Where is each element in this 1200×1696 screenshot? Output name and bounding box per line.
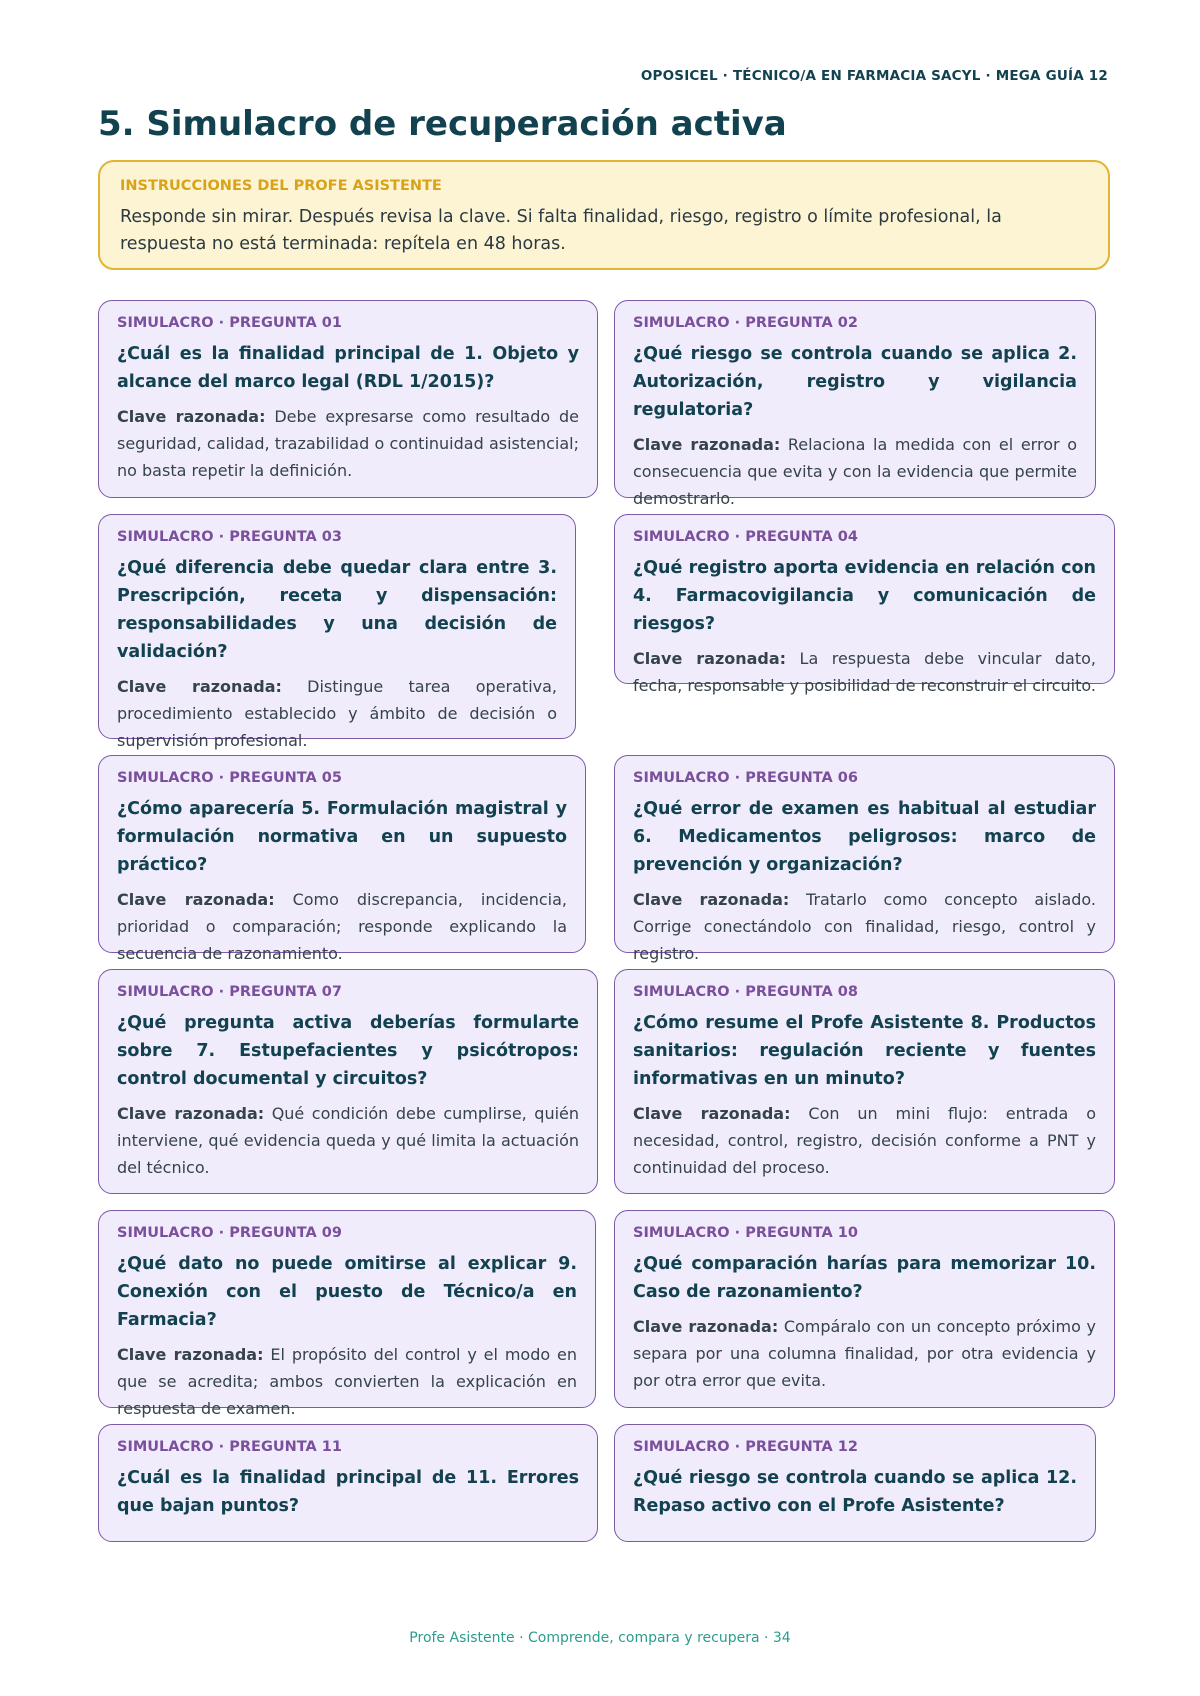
key-answer: La respuesta debe vincular dato, fecha, responsable y posibilidad de reconstruir el circuito. <box>633 649 1096 695</box>
card-label: SIMULACRO · PREGUNTA 03 <box>117 529 342 545</box>
card-key <box>633 886 1096 967</box>
card-label: SIMULACRO · PREGUNTA 12 <box>633 1439 858 1455</box>
card-key <box>117 886 567 967</box>
instructions-body: Responde sin mirar. Después revisa la clave. Si falta finalidad, riesgo, registro o límite profesional, la respuesta no está terminada: repítela en 48 horas. <box>120 207 1002 254</box>
key-answer: Relaciona la medida con el error o consecuencia que evita y con la evidencia que permite demostrarlo. <box>633 435 1077 508</box>
card-label: SIMULACRO · PREGUNTA 09 <box>117 1225 342 1241</box>
question-card-08 <box>614 969 1115 1194</box>
key-answer: Como discrepancia, incidencia, prioridad o comparación; responde explicando la secuencia de razonamiento. <box>117 890 567 963</box>
question-card-10 <box>614 1210 1115 1408</box>
question-card-02 <box>614 300 1096 508</box>
card-key <box>633 1100 1096 1181</box>
card-label: SIMULACRO · PREGUNTA 06 <box>633 770 858 786</box>
key-label: Clave razonada: <box>117 677 282 696</box>
page-footer: Profe Asistente · Comprende, compara y recupera · 34 <box>409 1630 791 1646</box>
card-question: ¿Cuál es la finalidad principal de 11. Errores que bajan puntos? <box>117 1468 579 1516</box>
key-label: Clave razonada: <box>117 1345 264 1364</box>
key-answer: Debe expresarse como resultado de seguridad, calidad, trazabilidad o continuidad asistencial; no basta repetir la definición. <box>117 407 580 480</box>
card-question: ¿Qué riesgo se controla cuando se aplica 2. Autorización, registro y vigilancia regulatoria? <box>633 344 1077 420</box>
question-card-11 <box>98 1424 598 1542</box>
card-key <box>633 645 1096 699</box>
card-label: SIMULACRO · PREGUNTA 05 <box>117 770 342 786</box>
question-card-05 <box>98 755 586 963</box>
card-key <box>117 1341 577 1422</box>
page-title: 5. Simulacro de recuperación activa <box>98 104 787 144</box>
question-card-06 <box>614 755 1115 963</box>
key-answer: El propósito del control y el modo en que se acredita; ambos convierten la explicación en respuesta de examen. <box>117 1345 578 1418</box>
instructions-box <box>98 160 1110 270</box>
card-question: ¿Qué registro aporta evidencia en relación con 4. Farmacovigilancia y comunicación de riesgos? <box>633 558 1096 634</box>
card-key <box>633 431 1077 512</box>
key-label: Clave razonada: <box>633 1104 791 1123</box>
key-answer: Con un mini flujo: entrada o necesidad, control, registro, decisión conforme a PNT y continuidad del proceso. <box>633 1104 1097 1177</box>
card-key <box>117 673 557 754</box>
card-question: ¿Qué riesgo se controla cuando se aplica 12. Repaso activo con el Profe Asistente? <box>633 1468 1077 1516</box>
question-card-04 <box>614 514 1115 695</box>
question-card-03 <box>98 514 576 750</box>
running-header: OPOSICEL · TÉCNICO/A EN FARMACIA SACYL · MEGA GUÍA 12 <box>640 68 1108 84</box>
key-answer: Tratarlo como concepto aislado. Corrige conectándolo con finalidad, riesgo, control y registro. <box>633 890 1096 963</box>
card-key <box>117 1100 579 1181</box>
card-key <box>633 1313 1096 1394</box>
key-label: Clave razonada: <box>633 435 781 454</box>
key-answer: Distingue tarea operativa, procedimiento establecido y ámbito de decisión o supervisión profesional. <box>117 677 557 750</box>
card-question: ¿Qué comparación harías para memorizar 10. Caso de razonamiento? <box>633 1254 1096 1302</box>
card-key <box>117 403 579 484</box>
card-label: SIMULACRO · PREGUNTA 10 <box>633 1225 858 1241</box>
card-label: SIMULACRO · PREGUNTA 08 <box>633 984 858 1000</box>
question-card-09 <box>98 1210 596 1418</box>
card-label: SIMULACRO · PREGUNTA 04 <box>633 529 858 545</box>
card-question: ¿Cómo aparecería 5. Formulación magistral y formulación normativa en un supuesto práctico? <box>117 799 567 875</box>
card-question: ¿Qué error de examen es habitual al estudiar 6. Medicamentos peligrosos: marco de prevención y organización? <box>633 799 1096 875</box>
key-label: Clave razonada: <box>633 890 790 909</box>
card-question: ¿Cómo resume el Profe Asistente 8. Productos sanitarios: regulación reciente y fuentes informativas en un minuto? <box>633 1013 1096 1089</box>
key-label: Clave razonada: <box>117 407 266 426</box>
card-question: ¿Qué dato no puede omitirse al explicar 9. Conexión con el puesto de Técnico/a en Farmacia? <box>117 1254 577 1330</box>
card-question: ¿Cuál es la finalidad principal de 1. Objeto y alcance del marco legal (RDL 1/2015)? <box>117 344 579 392</box>
instructions-title: INSTRUCCIONES DEL PROFE ASISTENTE <box>120 178 442 194</box>
key-label: Clave razonada: <box>117 890 275 909</box>
card-question: ¿Qué pregunta activa deberías formularte sobre 7. Estupefacientes y psicótropos: control documental y circuitos? <box>117 1013 579 1089</box>
key-label: Clave razonada: <box>117 1104 265 1123</box>
question-card-01 <box>98 300 598 498</box>
card-label: SIMULACRO · PREGUNTA 07 <box>117 984 342 1000</box>
key-answer: Qué condición debe cumplirse, quién interviene, qué evidencia queda y qué limita la actuación del técnico. <box>117 1104 580 1177</box>
card-label: SIMULACRO · PREGUNTA 01 <box>117 315 342 331</box>
key-label: Clave razonada: <box>633 1317 779 1336</box>
card-question: ¿Qué diferencia debe quedar clara entre 3. Prescripción, receta y dispensación: responsabilidades y una decisión de validación? <box>117 558 557 662</box>
question-card-07 <box>98 969 598 1194</box>
key-answer: Compáralo con un concepto próximo y separa por una columna finalidad, por otra evidencia y por otra error que evita. <box>633 1317 1096 1390</box>
question-card-12 <box>614 1424 1096 1542</box>
card-label: SIMULACRO · PREGUNTA 11 <box>117 1439 342 1455</box>
card-label: SIMULACRO · PREGUNTA 02 <box>633 315 858 331</box>
key-label: Clave razonada: <box>633 649 787 668</box>
